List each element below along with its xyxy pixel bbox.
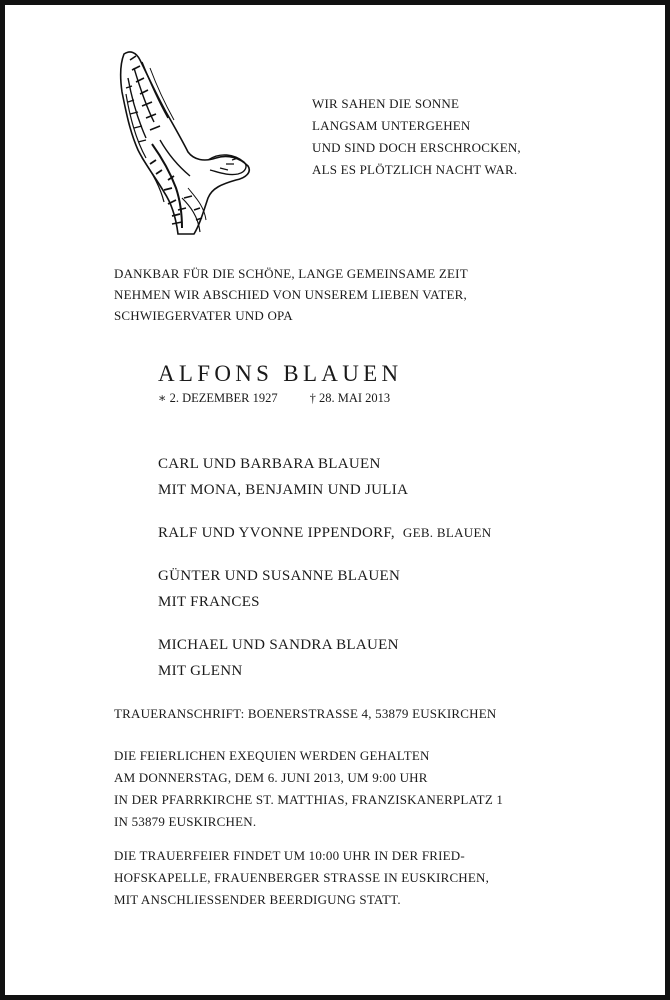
mourner-line-with-note <box>158 520 491 546</box>
poem-line: UND SIND DOCH ERSCHROCKEN, <box>312 140 521 155</box>
mourner-line: MIT GLENN <box>158 663 243 679</box>
mourner-line: MIT FRANCES <box>158 594 260 610</box>
mourner-note: GEB. BLAUEN <box>402 525 492 540</box>
mourner-line: RALF UND YVONNE IPPENDORF, <box>158 525 395 541</box>
exequien-line: DIE FEIERLICHEN EXEQUIEN WERDEN GEHALTEN <box>114 748 430 763</box>
poem-line: ALS ES PLÖTZLICH NACHT WAR. <box>312 162 518 177</box>
mourner-line: CARL UND BARBARA BLAUEN <box>158 456 381 472</box>
praying-hands-icon <box>112 48 256 238</box>
poem <box>312 93 521 181</box>
mourners-list <box>158 451 491 701</box>
mourner-group <box>158 632 491 684</box>
intro-line: DANKBAR FÜR DIE SCHÖNE, LANGE GEMEINSAME ZEIT <box>114 266 468 281</box>
mourner-group <box>158 563 491 615</box>
funeral-service-text <box>114 845 489 911</box>
mourner-group <box>158 451 491 503</box>
exequien-line: IN DER PFARRKIRCHE ST. MATTHIAS, FRANZISKANERPLATZ 1 <box>114 792 504 807</box>
life-dates <box>158 390 390 406</box>
funeral-line: HOFSKAPELLE, FRAUENBERGER STRASSE IN EUSKIRCHEN, <box>114 870 490 885</box>
mourner-line: GÜNTER UND SUSANNE BLAUEN <box>158 568 401 584</box>
intro-text <box>114 263 468 326</box>
exequien-line: AM DONNERSTAG, DEM 6. JUNI 2013, UM 9:00 UHR <box>114 770 428 785</box>
mourner-line: MICHAEL UND SANDRA BLAUEN <box>158 637 399 653</box>
funeral-line: DIE TRAUERFEIER FINDET UM 10:00 UHR IN DER FRIED- <box>114 848 465 863</box>
birth-date: ∗ 2. DEZEMBER 1927 <box>158 391 278 405</box>
intro-line: SCHWIEGERVATER UND OPA <box>114 308 293 323</box>
poem-line: WIR SAHEN DIE SONNE <box>312 96 460 111</box>
intro-line: NEHMEN WIR ABSCHIED VON UNSEREM LIEBEN VATER, <box>114 287 467 302</box>
mourner-line: MIT MONA, BENJAMIN UND JULIA <box>158 482 409 498</box>
deceased-name: ALFONS BLAUEN <box>158 361 403 386</box>
mourner-group <box>158 520 491 546</box>
poem-line: LANGSAM UNTERGEHEN <box>312 118 471 133</box>
funeral-line: MIT ANSCHLIESSENDER BEERDIGUNG STATT. <box>114 892 401 907</box>
exequien-line: IN 53879 EUSKIRCHEN. <box>114 814 257 829</box>
mourning-address: TRAUERANSCHRIFT: BOENERSTRASSE 4, 53879 EUSKIRCHEN <box>114 706 497 721</box>
exequien-text <box>114 745 503 833</box>
death-date: † 28. MAI 2013 <box>309 391 391 405</box>
